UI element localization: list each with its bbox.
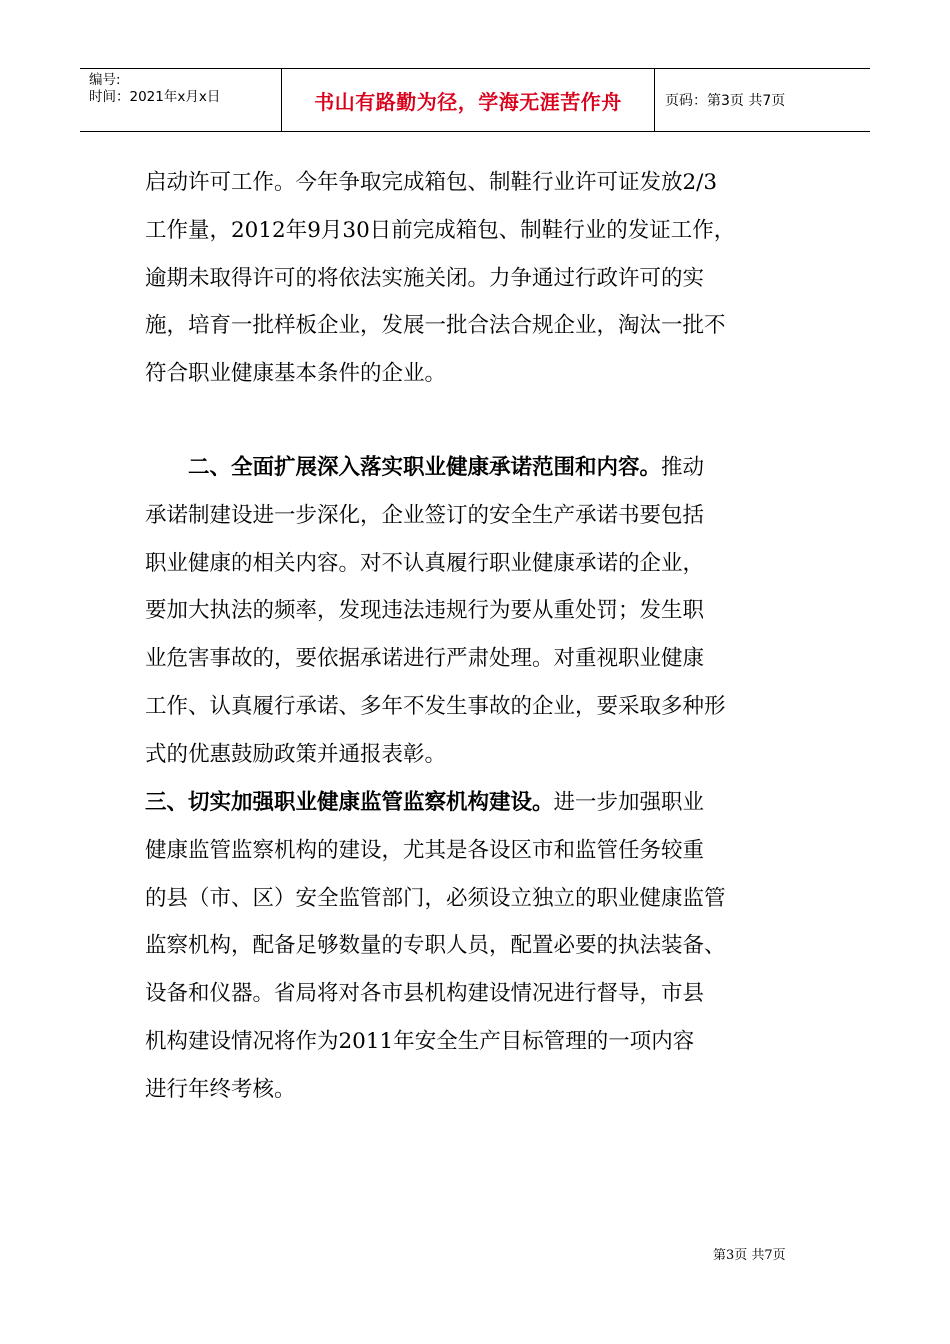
paragraph-line: 设备和仪器。省局将对各市县机构建设情况进行督导，市县: [145, 981, 705, 1007]
paragraph-line: 监察机构，配备足够数量的专职人员，配置必要的执法装备、: [145, 933, 726, 959]
paragraph-line: 启动许可工作。今年争取完成箱包、制鞋行业许可证发放2/3: [145, 170, 718, 195]
paragraph-line: 进行年终考核。: [145, 1076, 296, 1102]
paragraph-line: 施，培育一批样板企业，发展一批合法合规企业，淘汰一批不: [145, 313, 726, 339]
footer-page-number: 第3页 共7页: [713, 1248, 786, 1263]
paragraph-line: 业危害事故的，要依据承诺进行严肃处理。对重视职业健康: [145, 646, 705, 672]
paragraph-1: [145, 159, 820, 398]
paragraph-text: 进一步加强职业: [553, 790, 705, 815]
paragraph-first-line: [145, 779, 820, 827]
paragraph-line: 的县（市、区）安全监管部门，必须设立独立的职业健康监管: [145, 885, 726, 911]
paragraph-3: [145, 779, 820, 1114]
header-motto: 书山有路勤为径，学海无涯苦作舟: [282, 69, 655, 131]
paragraph-line: 承诺制建设进一步深化，企业签订的安全生产承诺书要包括: [145, 502, 705, 528]
paragraph-line: 职业健康的相关内容。对不认真履行职业健康承诺的企业，: [145, 550, 705, 576]
paragraph-line: 式的优惠鼓励政策并通报表彰。: [145, 741, 447, 767]
header-info-cell: [80, 69, 282, 131]
paragraph-line: 符合职业健康基本条件的企业。: [145, 361, 447, 387]
document-number-label: 编号:: [89, 72, 121, 88]
paragraph-line: 健康监管监察机构的建设，尤其是各设区市和监管任务较重: [145, 837, 705, 863]
paragraph-line: 逾期未取得许可的将依法实施关闭。力争通过行政许可的实: [145, 265, 705, 291]
paragraph-2: [145, 444, 820, 779]
header-page-number: 页码：第3页 共7页: [665, 93, 786, 109]
page-header: [80, 68, 870, 132]
paragraph-line: 要加大执法的频率，发现违法违规行为要从重处罚；发生职: [145, 598, 705, 624]
paragraph-first-line: [145, 444, 820, 492]
paragraph-text: 推动: [661, 455, 705, 480]
section-heading: 三、切实加强职业健康监管监察机构建设。: [145, 790, 554, 815]
section-heading: 二、全面扩展深入落实职业健康承诺范围和内容。: [188, 455, 662, 480]
paragraph-line: 工作、认真履行承诺、多年不发生事故的企业，要采取多种形: [145, 693, 726, 719]
paragraph-line: 机构建设情况将作为2011年安全生产目标管理的一项内容: [145, 1028, 695, 1054]
document-time-label: 时间：2021年x月x日: [89, 89, 221, 105]
paragraph-line: 工作量，2012年9月30日前完成箱包、制鞋行业的发证工作，: [145, 217, 736, 243]
